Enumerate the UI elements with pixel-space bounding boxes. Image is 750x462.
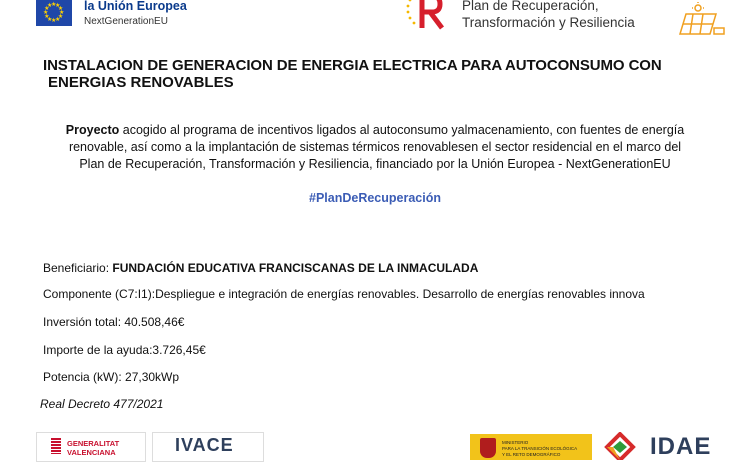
real-decreto: Real Decreto 477/2021 bbox=[40, 397, 164, 411]
field-label: Potencia (kW): bbox=[43, 370, 126, 384]
ministerio-line1: MINISTERIO bbox=[502, 440, 529, 445]
paragraph-line1 bbox=[30, 123, 720, 137]
gva-line1: GENERALITAT bbox=[67, 439, 120, 448]
field-importe bbox=[43, 343, 206, 357]
gva-emblem-icon bbox=[51, 438, 61, 454]
eu-star-icon: ★ bbox=[51, 18, 57, 24]
field-label: Inversión total: bbox=[43, 315, 125, 329]
ministerio-line2: PARA LA TRANSICIÓN ECOLÓGICA bbox=[502, 446, 578, 451]
eu-star-icon: ★ bbox=[44, 14, 50, 20]
eu-star-icon: ★ bbox=[57, 14, 64, 20]
solar-panel-icon bbox=[676, 2, 726, 36]
field-value: Despliegue e integración de energías renovables. Desarrollo de energías renovables innova bbox=[155, 287, 645, 301]
plan-title-line1: Plan de Recuperación, bbox=[462, 0, 599, 13]
paragraph-line3: Plan de Recuperación, Transformación y Resiliencia, financiado por la Unión Europea - NextGenerationEU bbox=[79, 157, 671, 171]
field-label: Beneficiario: bbox=[43, 261, 113, 275]
eu-flag-icon bbox=[36, 0, 72, 26]
project-title-line1: INSTALACION DE GENERACION DE ENERGIA ELECTRICA PARA AUTOCONSUMO CON bbox=[43, 57, 662, 74]
plan-recuperacion-logo bbox=[404, 0, 448, 30]
field-componente bbox=[43, 287, 645, 301]
eu-star-icon: ★ bbox=[57, 6, 64, 12]
eu-star-icon: ★ bbox=[44, 6, 50, 12]
field-value: FUNDACIÓN EDUCATIVA FRANCISCANAS DE LA INMACULADA bbox=[112, 261, 479, 275]
eu-star-icon: ★ bbox=[43, 10, 49, 16]
project-title-line2: ENERGIAS RENOVABLES bbox=[48, 74, 234, 91]
ivace-text: IVACE bbox=[175, 435, 234, 455]
field-label: Importe de la ayuda: bbox=[43, 343, 153, 357]
field-value: 27,30kWp bbox=[125, 370, 180, 384]
eu-star-icon: ★ bbox=[59, 10, 65, 16]
paragraph-lead: Proyecto bbox=[65, 123, 120, 137]
gva-line2: VALENCIANA bbox=[67, 448, 116, 457]
eu-star-icon: ★ bbox=[51, 2, 57, 8]
hashtag-plan: #PlanDeRecuperación bbox=[309, 191, 441, 205]
field-value: 40.508,46€ bbox=[124, 315, 185, 329]
paragraph-line2: renovable, así como a la implantación de sistemas térmicos renovablesen el sector residencial en el marco del bbox=[68, 140, 682, 154]
eu-star-icon: ★ bbox=[47, 16, 53, 23]
eu-star-icon: ★ bbox=[47, 3, 53, 10]
field-potencia bbox=[43, 370, 179, 384]
field-value: 3.726,45€ bbox=[152, 343, 206, 357]
ministerio-line3: Y EL RETO DEMOGRÁFICO bbox=[502, 452, 561, 457]
eu-logo-subtitle: NextGenerationEU bbox=[84, 16, 168, 27]
field-label: Componente (C7:I1): bbox=[43, 287, 156, 301]
eu-star-icon: ★ bbox=[55, 16, 61, 23]
eu-logo-title: la Unión Europea bbox=[84, 0, 187, 13]
field-inversion bbox=[43, 315, 184, 329]
paragraph-line1-text: acogido al programa de incentivos ligados al autoconsumo yalmacenamiento, con fuentes de energía bbox=[119, 123, 685, 137]
idae-emblem-icon bbox=[603, 432, 637, 460]
idae-text: IDAE bbox=[650, 433, 712, 460]
eu-star-icon: ★ bbox=[55, 3, 61, 10]
coat-of-arms-icon bbox=[480, 438, 496, 458]
plan-title-line2: Transformación y Resiliencia bbox=[462, 15, 635, 30]
field-beneficiario bbox=[43, 261, 478, 275]
ministerio-logo bbox=[470, 434, 592, 460]
